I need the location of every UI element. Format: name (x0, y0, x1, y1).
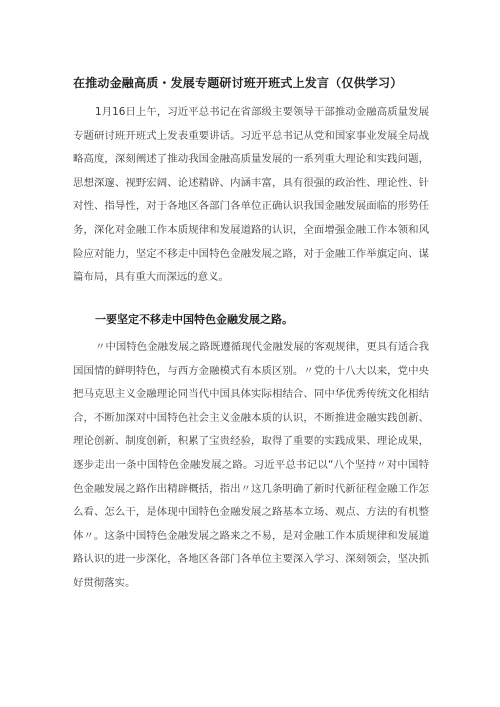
paragraph-section-1: 〃中国特色金融发展之路既遵循现代金融发展的客观规律，更具有适合我国国情的鲜明特色，与西方金融模式有本质区别。〃党的十八大以来，党中央把马克思主义金融理论同当代中国具体实际相结合、同中华优秀传统文化相结合，不断加深对中国特色社会主义金融本质的认识，不断推进金融实践创新、理论创新、制度创新，积累了宝贵经验，取得了重要的实践成果、理论成果，逐步走出一条中国特色金融发展之路。习近平总书记以“八个坚持〃对中国特色金融发展之路作出精辟概括，指出〃这几条明确了新时代新征程金融工作怎么看、怎么干，是体现中国特色金融发展之路基本立场、观点、方法的有机整体〃。这条中国特色金融发展之路来之不易，是对金融工作本质规律和发展道路认识的进一步深化，各地区各部门各单位主要深入学习、深刻领会，坚决抓好贯彻落实。 (73, 341, 429, 589)
paragraph-intro: 1月16日上午，习近平总书记在省部级主要领导干部推动金融高质量发展专题研讨班开班式上发表重要讲话。习近平总书记从党和国家事业发展全局战略高度，深刻阐述了推动我国金融高质量发展的一系列重大理论和实践问题，思想深邃、视野宏阔、论述精辟、内涵丰富，具有很强的政治性、理论性、针对性、指导性，对于各地区各部门各单位正确认识我国金融发展面临的形势任务，深化对金融工作本质规律和发展道路的认识，全面增强金融工作本领和风险应对能力，坚定不移走中国特色金融发展之路，对于金融工作举旗定向、谋篇布局，具有重大而深远的意义。 (73, 106, 429, 284)
section-heading: 一要坚定不移走中国特色金融发展之路。 (95, 313, 293, 326)
document-title: 在推动金融高质・发展专题研讨班开班式上发言（仅供学习） (73, 76, 403, 90)
